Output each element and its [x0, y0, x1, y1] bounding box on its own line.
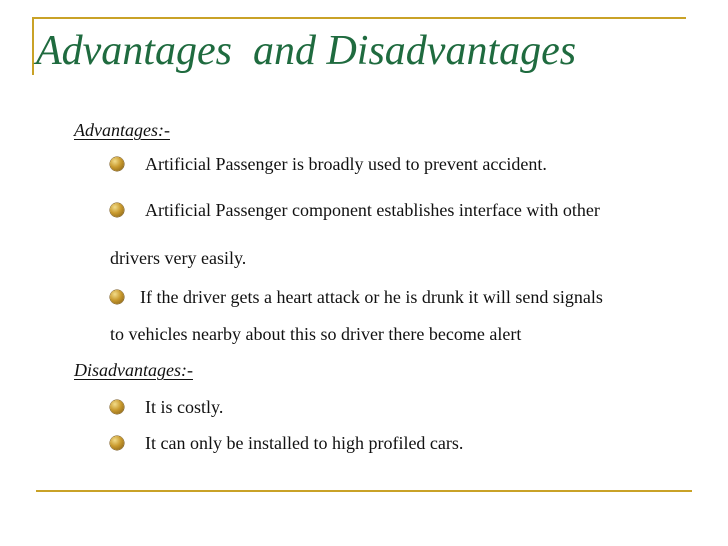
left-vertical-rule — [32, 17, 34, 75]
advantage-item-2-line-2: drivers very easily. — [110, 248, 247, 268]
top-rule — [32, 17, 686, 19]
disadvantage-item-1: It is costly. — [145, 397, 224, 417]
advantage-item-2-line-1: Artificial Passenger component establishes interface with other — [145, 200, 600, 220]
disadvantages-heading: Disadvantages:- — [74, 360, 193, 380]
bullet-icon — [110, 157, 124, 171]
bullet-icon — [110, 400, 124, 414]
advantages-heading: Advantages:- — [74, 120, 170, 140]
bottom-rule — [36, 490, 692, 492]
disadvantage-item-2: It can only be installed to high profiled cars. — [145, 433, 464, 453]
advantage-item-1-line-1: Artificial Passenger is broadly used to prevent accident. — [145, 154, 547, 174]
bullet-icon — [110, 203, 124, 217]
bullet-icon — [110, 290, 124, 304]
advantage-item-3-line-2: to vehicles nearby about this so driver there become alert — [110, 324, 522, 344]
advantage-item-3-line-1: If the driver gets a heart attack or he is drunk it will send signals — [140, 287, 603, 307]
bullet-icon — [110, 436, 124, 450]
slide-title: Advantages and Disadvantages — [36, 28, 577, 74]
